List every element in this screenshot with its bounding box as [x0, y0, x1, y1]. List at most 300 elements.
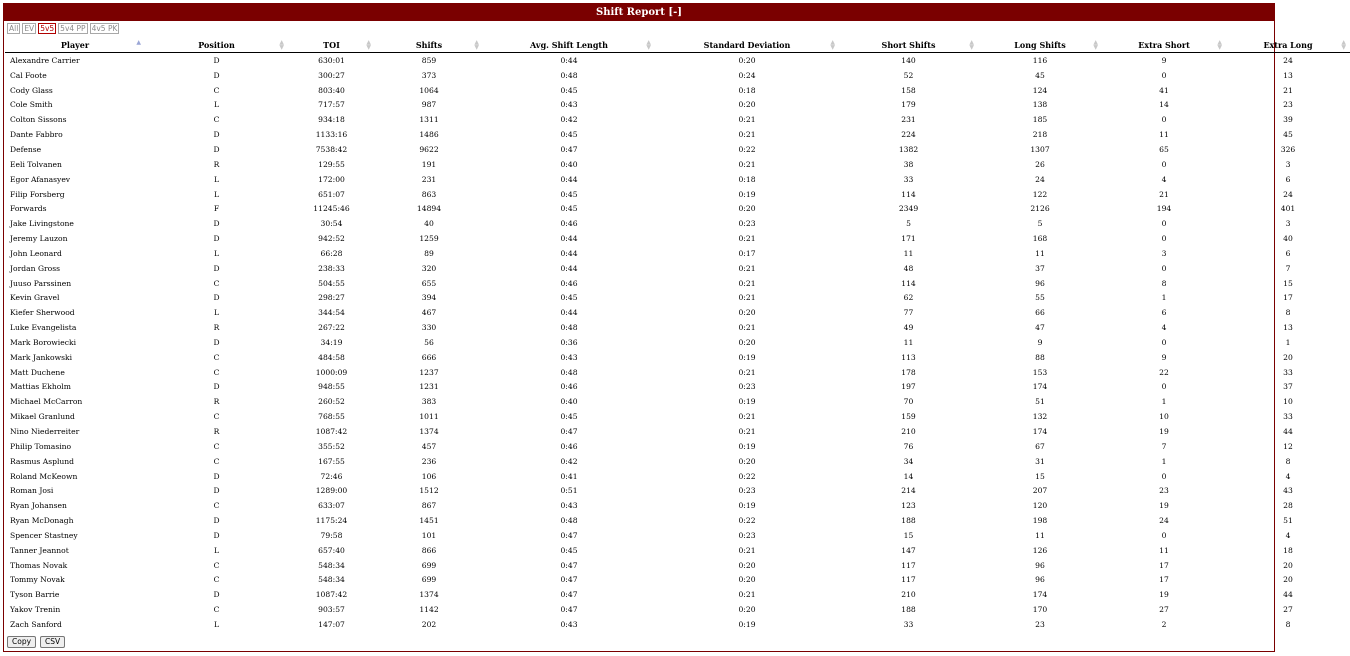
cell-short-shifts: 178	[901, 367, 916, 377]
cell-toi: 548:34	[318, 560, 345, 570]
cell-position: C	[213, 367, 220, 377]
cell-position: C	[213, 560, 220, 570]
cell-short-shifts: 114	[901, 278, 916, 288]
cell-toi: 344:54	[318, 308, 345, 318]
cell-short-shifts: 49	[903, 323, 914, 333]
column-header-shifts[interactable]	[375, 37, 483, 53]
cell-short-shifts: 117	[901, 575, 916, 585]
cell-player: Ryan Johansen	[10, 501, 67, 511]
cell-toi: 630:01	[318, 55, 345, 65]
sort-both-icon: ▲ ▼	[830, 39, 835, 51]
cell-position: D	[213, 486, 220, 496]
cell-shifts: 394	[421, 293, 437, 303]
cell-extra-long: 20	[1283, 575, 1293, 585]
cell-short-shifts: 147	[901, 545, 916, 555]
cell-position: D	[213, 144, 220, 154]
cell-standard-deviation: 0:19	[738, 619, 756, 629]
cell-short-shifts: 62	[903, 293, 914, 303]
table-row	[5, 53, 1350, 68]
cell-standard-deviation: 0:20	[738, 605, 756, 615]
cell-toi: 934:18	[318, 115, 345, 125]
cell-shifts: 1011	[419, 412, 439, 422]
cell-avg-shift-length: 0:45	[560, 545, 578, 555]
table-row	[5, 454, 1350, 469]
cell-position: C	[213, 456, 220, 466]
cell-extra-long: 37	[1283, 382, 1293, 392]
cell-long-shifts: 1307	[1030, 144, 1050, 154]
column-header-label: TOI	[323, 39, 340, 50]
cell-avg-shift-length: 0:46	[560, 382, 578, 392]
cell-standard-deviation: 0:20	[738, 308, 756, 318]
cell-extra-long: 40	[1283, 234, 1293, 244]
cell-long-shifts: 23	[1035, 619, 1045, 629]
cell-standard-deviation: 0:21	[738, 234, 756, 244]
table-row	[5, 157, 1350, 172]
cell-player: Rasmus Asplund	[10, 456, 75, 466]
cell-shifts: 89	[424, 248, 434, 258]
cell-player: Luke Evangelista	[10, 323, 77, 333]
cell-position: C	[213, 605, 220, 615]
cell-extra-long: 1	[1285, 337, 1291, 347]
cell-position: D	[213, 263, 220, 273]
cell-extra-long: 21	[1283, 85, 1293, 95]
cell-player: Tyson Barrie	[10, 590, 60, 600]
table-row	[5, 617, 1350, 632]
cell-position: R	[213, 427, 220, 437]
cell-short-shifts: 171	[901, 234, 916, 244]
cell-short-shifts: 77	[903, 308, 914, 318]
cell-toi: 548:34	[318, 575, 345, 585]
cell-avg-shift-length: 0:44	[560, 55, 578, 65]
table-row	[5, 602, 1350, 617]
cell-short-shifts: 38	[903, 159, 914, 169]
cell-standard-deviation: 0:17	[738, 248, 756, 258]
cell-toi: 355:52	[318, 441, 345, 451]
cell-player: Thomas Novak	[10, 560, 68, 570]
cell-extra-long: 13	[1283, 70, 1293, 80]
cell-long-shifts: 170	[1032, 605, 1048, 615]
cell-extra-short: 0	[1161, 263, 1167, 273]
cell-avg-shift-length: 0:47	[560, 605, 578, 615]
cell-long-shifts: 47	[1035, 323, 1045, 333]
column-header-label: Short Shifts	[881, 39, 936, 50]
column-header-player[interactable]	[5, 37, 145, 53]
cell-long-shifts: 153	[1032, 367, 1048, 377]
cell-shifts: 1374	[419, 590, 439, 600]
cell-position: C	[213, 501, 220, 511]
cell-extra-short: 19	[1159, 427, 1169, 437]
table-row	[5, 261, 1350, 276]
cell-toi: 267:22	[318, 323, 345, 333]
cell-shifts: 373	[421, 70, 437, 80]
cell-toi: 11245:46	[313, 204, 350, 214]
cell-position: D	[213, 55, 220, 65]
cell-position: D	[213, 516, 220, 526]
table-row	[5, 187, 1350, 202]
cell-shifts: 699	[421, 560, 437, 570]
cell-extra-long: 43	[1283, 486, 1293, 496]
cell-player: Matt Duchene	[10, 367, 65, 377]
cell-long-shifts: 66	[1035, 308, 1045, 318]
cell-long-shifts: 122	[1032, 189, 1048, 199]
table-body	[5, 53, 1350, 632]
cell-extra-short: 65	[1159, 144, 1169, 154]
cell-extra-long: 33	[1283, 367, 1293, 377]
column-header-label: Standard Deviation	[703, 39, 791, 50]
cell-standard-deviation: 0:21	[738, 427, 756, 437]
cell-shifts: 191	[421, 159, 437, 169]
cell-standard-deviation: 0:23	[738, 382, 756, 392]
cell-toi: 1289:00	[315, 486, 348, 496]
cell-standard-deviation: 0:21	[738, 115, 756, 125]
cell-extra-short: 23	[1159, 486, 1169, 496]
cell-player: Mattias Ekholm	[10, 382, 71, 392]
sort-both-icon: ▲ ▼	[969, 39, 974, 51]
cell-avg-shift-length: 0:44	[560, 234, 578, 244]
sort-both-icon: ▲ ▼	[1341, 39, 1346, 51]
cell-extra-short: 11	[1159, 130, 1169, 140]
cell-avg-shift-length: 0:43	[560, 619, 578, 629]
cell-player: Mark Jankowski	[10, 352, 73, 362]
cell-long-shifts: 2126	[1030, 204, 1050, 214]
cell-short-shifts: 123	[901, 501, 916, 511]
cell-long-shifts: 88	[1035, 352, 1045, 362]
table-row	[5, 335, 1350, 350]
table-row	[5, 291, 1350, 306]
cell-player: Cody Glass	[10, 85, 53, 95]
cell-short-shifts: 2349	[898, 204, 919, 214]
table-row	[5, 68, 1350, 83]
cell-standard-deviation: 0:19	[738, 441, 756, 451]
cell-position: C	[213, 575, 220, 585]
cell-position: C	[213, 115, 220, 125]
filter-all-button[interactable]: All	[9, 24, 19, 33]
cell-shifts: 1486	[419, 130, 439, 140]
cell-standard-deviation: 0:19	[738, 397, 756, 407]
column-header-toi[interactable]	[288, 37, 375, 53]
cell-position: D	[213, 219, 220, 229]
cell-long-shifts: 67	[1035, 441, 1045, 451]
cell-extra-long: 12	[1283, 441, 1293, 451]
cell-extra-long: 326	[1280, 144, 1296, 154]
table-row	[5, 558, 1350, 573]
column-header-extra-short[interactable]	[1102, 37, 1226, 53]
cell-extra-short: 9	[1161, 352, 1167, 362]
cell-long-shifts: 168	[1032, 234, 1048, 244]
cell-extra-long: 4	[1285, 471, 1291, 481]
cell-toi: 504:55	[318, 278, 345, 288]
cell-position: L	[213, 308, 220, 318]
cell-toi: 7538:42	[315, 144, 348, 154]
cell-short-shifts: 11	[903, 337, 914, 347]
cell-avg-shift-length: 0:48	[560, 323, 578, 333]
cell-extra-short: 22	[1159, 367, 1169, 377]
cell-extra-long: 7	[1285, 263, 1291, 273]
csv-button[interactable]: CSV	[40, 636, 65, 648]
cell-position: R	[213, 323, 220, 333]
cell-extra-short: 0	[1161, 219, 1167, 229]
cell-extra-short: 27	[1159, 605, 1169, 615]
cell-position: D	[213, 530, 220, 540]
cell-extra-long: 51	[1283, 516, 1293, 526]
column-header-position[interactable]	[145, 37, 288, 53]
cell-extra-short: 0	[1161, 471, 1167, 481]
cell-avg-shift-length: 0:44	[560, 174, 578, 184]
filter-5v4-pp-button[interactable]: 5v4 PP	[60, 24, 86, 33]
cell-extra-short: 21	[1159, 189, 1169, 199]
cell-shifts: 14894	[416, 204, 442, 214]
cell-shifts: 1231	[419, 382, 439, 392]
cell-short-shifts: 210	[901, 590, 916, 600]
cell-standard-deviation: 0:20	[738, 55, 756, 65]
cell-standard-deviation: 0:23	[738, 530, 756, 540]
report-title[interactable]: Shift Report [-]	[4, 4, 1274, 21]
column-header-label: Player	[60, 39, 90, 50]
cell-long-shifts: 207	[1032, 486, 1048, 496]
cell-standard-deviation: 0:24	[738, 70, 756, 80]
cell-extra-short: 2	[1161, 619, 1167, 629]
table-row	[5, 127, 1350, 142]
column-header-label: Avg. Shift Length	[530, 39, 608, 50]
filter-5v5-button[interactable]: 5v5	[40, 24, 55, 33]
cell-long-shifts: 96	[1035, 575, 1045, 585]
table-row	[5, 380, 1350, 395]
shift-report-panel	[3, 3, 1346, 652]
cell-standard-deviation: 0:18	[738, 85, 756, 95]
cell-short-shifts: 159	[901, 412, 916, 422]
cell-extra-short: 11	[1159, 545, 1169, 555]
cell-short-shifts: 33	[903, 619, 914, 629]
sort-both-icon: ▲ ▼	[646, 39, 651, 51]
cell-toi: 942:52	[318, 234, 345, 244]
cell-standard-deviation: 0:22	[738, 144, 756, 154]
cell-avg-shift-length: 0:47	[560, 427, 578, 437]
cell-long-shifts: 24	[1035, 174, 1045, 184]
cell-extra-long: 39	[1283, 115, 1293, 125]
cell-extra-short: 4	[1161, 323, 1167, 333]
cell-avg-shift-length: 0:40	[560, 397, 578, 407]
cell-extra-long: 8	[1285, 308, 1291, 318]
column-header-label: Position	[198, 39, 235, 50]
cell-position: D	[213, 234, 220, 244]
cell-position: D	[213, 337, 220, 347]
cell-extra-long: 3	[1285, 219, 1291, 229]
cell-avg-shift-length: 0:43	[560, 100, 578, 110]
cell-toi: 167:55	[318, 456, 345, 466]
cell-standard-deviation: 0:18	[738, 174, 756, 184]
cell-avg-shift-length: 0:46	[560, 219, 578, 229]
cell-extra-short: 1	[1161, 293, 1167, 303]
cell-short-shifts: 113	[901, 352, 916, 362]
cell-player: Yakov Trenin	[10, 605, 61, 615]
cell-avg-shift-length: 0:48	[560, 367, 578, 377]
cell-avg-shift-length: 0:51	[560, 486, 578, 496]
cell-extra-short: 19	[1159, 590, 1169, 600]
cell-player: Tanner Jeannot	[10, 545, 69, 555]
cell-short-shifts: 76	[903, 441, 914, 451]
cell-standard-deviation: 0:21	[738, 590, 756, 600]
cell-avg-shift-length: 0:36	[560, 337, 578, 347]
cell-avg-shift-length: 0:45	[560, 204, 578, 214]
column-header-standard-deviation[interactable]	[655, 37, 839, 53]
cell-avg-shift-length: 0:45	[560, 85, 578, 95]
filter-4v5-pk-button[interactable]: 4v5 PK	[91, 24, 118, 33]
cell-extra-short: 24	[1159, 516, 1169, 526]
cell-player: Eeli Tolvanen	[10, 159, 62, 169]
cell-extra-short: 4	[1161, 174, 1167, 184]
cell-toi: 484:58	[318, 352, 345, 362]
cell-extra-long: 28	[1283, 501, 1293, 511]
table-row	[5, 528, 1350, 543]
column-header-avg-shift-length[interactable]	[483, 37, 655, 53]
cell-long-shifts: 96	[1035, 560, 1045, 570]
column-header-extra-long[interactable]	[1226, 37, 1350, 53]
cell-player: Mikael Granlund	[10, 412, 75, 422]
cell-extra-long: 4	[1285, 530, 1291, 540]
cell-player: Kevin Gravel	[10, 293, 60, 303]
table-row	[5, 201, 1350, 216]
cell-toi: 79:58	[320, 530, 343, 540]
cell-shifts: 1374	[419, 427, 439, 437]
table-row	[5, 112, 1350, 127]
cell-standard-deviation: 0:21	[738, 263, 756, 273]
cell-shifts: 987	[421, 100, 437, 110]
table-row	[5, 498, 1350, 513]
export-buttons	[7, 636, 65, 648]
cell-long-shifts: 55	[1035, 293, 1045, 303]
cell-long-shifts: 96	[1035, 278, 1045, 288]
cell-standard-deviation: 0:21	[738, 323, 756, 333]
cell-player: Tommy Novak	[10, 575, 65, 585]
table-row	[5, 98, 1350, 113]
table-row	[5, 424, 1350, 439]
column-header-long-shifts[interactable]	[978, 37, 1102, 53]
cell-extra-long: 3	[1285, 159, 1291, 169]
cell-position: C	[213, 441, 220, 451]
cell-standard-deviation: 0:20	[738, 560, 756, 570]
cell-player: Ryan McDonagh	[10, 516, 74, 526]
cell-player: Michael McCarron	[10, 397, 83, 407]
table-row	[5, 409, 1350, 424]
cell-long-shifts: 116	[1032, 55, 1048, 65]
cell-extra-short: 1	[1161, 397, 1167, 407]
cell-player: Jeremy Lauzon	[10, 234, 68, 244]
cell-standard-deviation: 0:22	[738, 471, 756, 481]
cell-short-shifts: 188	[901, 516, 916, 526]
cell-short-shifts: 15	[903, 530, 914, 540]
cell-shifts: 699	[421, 575, 437, 585]
filter-ev-button[interactable]: EV	[24, 24, 35, 33]
cell-shifts: 101	[421, 530, 437, 540]
cell-extra-short: 10	[1159, 412, 1169, 422]
cell-avg-shift-length: 0:44	[560, 263, 578, 273]
cell-short-shifts: 188	[901, 605, 916, 615]
cell-toi: 948:55	[318, 382, 345, 392]
cell-toi: 1000:09	[315, 367, 348, 377]
cell-shifts: 863	[421, 189, 437, 199]
cell-avg-shift-length: 0:47	[560, 560, 578, 570]
cell-standard-deviation: 0:19	[738, 501, 756, 511]
cell-toi: 1175:24	[315, 516, 348, 526]
cell-position: F	[213, 204, 220, 214]
cell-toi: 298:27	[318, 293, 345, 303]
cell-short-shifts: 231	[901, 115, 916, 125]
cell-long-shifts: 11	[1035, 530, 1045, 540]
table-row	[5, 142, 1350, 157]
cell-extra-short: 14	[1159, 100, 1169, 110]
cell-standard-deviation: 0:20	[738, 337, 756, 347]
cell-shifts: 1451	[419, 516, 439, 526]
copy-button[interactable]: Copy	[7, 636, 36, 648]
cell-shifts: 866	[421, 545, 437, 555]
cell-extra-short: 17	[1159, 560, 1169, 570]
cell-standard-deviation: 0:21	[738, 412, 756, 422]
cell-standard-deviation: 0:19	[738, 352, 756, 362]
cell-long-shifts: 124	[1032, 85, 1048, 95]
cell-extra-short: 19	[1159, 501, 1169, 511]
cell-extra-long: 18	[1283, 545, 1293, 555]
cell-short-shifts: 5	[906, 219, 911, 229]
cell-long-shifts: 15	[1035, 471, 1045, 481]
cell-toi: 172:00	[318, 174, 345, 184]
cell-long-shifts: 120	[1032, 501, 1048, 511]
table-row	[5, 439, 1350, 454]
cell-shifts: 467	[421, 308, 437, 318]
cell-avg-shift-length: 0:40	[560, 159, 578, 169]
cell-shifts: 106	[421, 471, 437, 481]
cell-player: Kiefer Sherwood	[10, 308, 75, 318]
cell-short-shifts: 11	[903, 248, 914, 258]
cell-avg-shift-length: 0:48	[560, 70, 578, 80]
cell-toi: 238:33	[318, 263, 345, 273]
cell-toi: 903:57	[318, 605, 345, 615]
cell-avg-shift-length: 0:44	[560, 248, 578, 258]
cell-toi: 717:57	[318, 100, 345, 110]
cell-shifts: 320	[421, 263, 437, 273]
cell-player: Filip Forsberg	[10, 189, 65, 199]
sort-both-icon: ▲ ▼	[279, 39, 284, 51]
cell-extra-long: 20	[1283, 560, 1293, 570]
cell-toi: 34:19	[320, 337, 343, 347]
cell-position: L	[213, 619, 220, 629]
cell-toi: 1087:42	[315, 590, 348, 600]
cell-standard-deviation: 0:22	[738, 516, 756, 526]
cell-short-shifts: 34	[903, 456, 914, 466]
cell-extra-long: 8	[1285, 456, 1291, 466]
cell-player: Colton Sissons	[10, 115, 67, 125]
cell-player: Juuso Parssinen	[10, 278, 72, 288]
cell-long-shifts: 185	[1032, 115, 1048, 125]
cell-extra-long: 45	[1283, 130, 1293, 140]
cell-shifts: 231	[421, 174, 437, 184]
cell-shifts: 1064	[419, 85, 439, 95]
table-row	[5, 394, 1350, 409]
cell-toi: 300:27	[318, 70, 345, 80]
cell-toi: 147:07	[318, 619, 345, 629]
column-header-label: Extra Short	[1138, 39, 1190, 50]
column-header-short-shifts[interactable]	[839, 37, 978, 53]
table-row	[5, 587, 1350, 602]
cell-shifts: 655	[421, 278, 437, 288]
cell-shifts: 1237	[419, 367, 439, 377]
cell-extra-short: 6	[1161, 308, 1167, 318]
cell-player: Egor Afanasyev	[10, 174, 71, 184]
table-row	[5, 216, 1350, 231]
cell-player: Alexandre Carrier	[10, 55, 80, 65]
table-row	[5, 365, 1350, 380]
cell-shifts: 1142	[419, 605, 439, 615]
cell-short-shifts: 214	[901, 486, 916, 496]
